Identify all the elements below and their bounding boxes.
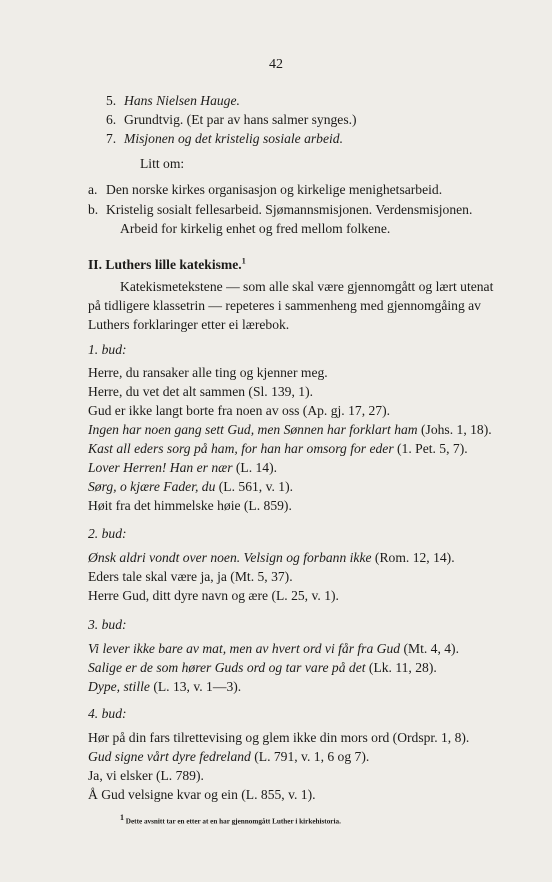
section-heading (88, 258, 246, 272)
list-item-5 (106, 94, 240, 108)
bud-2-line-3 (88, 589, 339, 603)
bud-1-line-2 (88, 385, 313, 399)
lettered-item-a (88, 183, 442, 197)
bud-1-line-1 (88, 366, 328, 380)
list-item-number: 7. (106, 131, 117, 146)
line-text-italic: Ønsk aldri vondt over noen. Velsign og forbann ikke (88, 550, 372, 565)
line-reference: (L. 791, v. 1, 6 og 7). (250, 749, 370, 764)
footnote (120, 813, 341, 826)
bud-4-line-3 (88, 769, 204, 783)
lettered-item-letter: b. (88, 202, 99, 217)
intro-line-2: på tidligere klassetrin — repeteres i sammenheng med gjennomgåing av (88, 298, 481, 313)
bud-2-line-2 (88, 570, 293, 584)
line-reference: (Johs. 1, 18). (417, 422, 492, 437)
line-text-italic: Sørg, o kjære Fader, du (88, 479, 216, 494)
line-text: Herre, du ransaker alle ting og kjenner meg. (88, 365, 328, 380)
footnote-text: Dette avsnitt tar en etter at en har gjennomgått Luther i kirkehistoria. (125, 817, 341, 826)
line-reference: (L. 13, v. 1—3). (149, 679, 242, 694)
line-text: Høit fra det himmelske høie (L. 859). (88, 498, 292, 513)
intro-line-3: Luthers forklaringer etter ei lærebok. (88, 317, 290, 332)
list-item-text: Grundtvig. (Et par av hans salmer synges.) (124, 112, 357, 127)
bud-2-title: 2. bud: (88, 526, 127, 541)
line-text-italic: Kast all eders sorg på ham, for han har omsorg for eder (88, 441, 394, 456)
line-text: Å Gud velsigne kvar og ein (L. 855, v. 1). (88, 787, 316, 802)
line-text-italic: Dype, stille (88, 679, 150, 694)
line-reference: (L. 14). (232, 460, 278, 475)
line-reference: (Mt. 4, 4). (400, 641, 459, 656)
bud-4-line-4 (88, 788, 316, 802)
bud-1-title: 1. bud: (88, 342, 127, 357)
bud-3-line-2 (88, 661, 437, 675)
line-text-italic: Gud signe vårt dyre fedreland (88, 749, 251, 764)
list-item-6 (106, 113, 357, 127)
footnote-marker: 1 (120, 813, 124, 822)
bud-4-line-1 (88, 731, 469, 745)
list-item-number: 5. (106, 93, 117, 108)
bud-3-title: 3. bud: (88, 617, 127, 632)
bud-1-line-7 (88, 480, 293, 494)
litt-om-label: Litt om: (140, 156, 185, 171)
list-item-7 (106, 132, 343, 146)
line-reference: (L. 561, v. 1). (215, 479, 294, 494)
line-reference: (Rom. 12, 14). (371, 550, 455, 565)
bud-1-line-6 (88, 461, 277, 475)
lettered-item-b (88, 203, 472, 217)
bud-3-line-3 (88, 680, 241, 694)
section-heading-text: II. Luthers lille katekisme. (88, 257, 242, 272)
lettered-item-text: Den norske kirkes organisasjon og kirkelige menighetsarbeid. (106, 182, 443, 197)
intro-line-1: Katekismetekstene — som alle skal være gjennomgått og lært utenat (120, 279, 494, 294)
bud-3-line-1 (88, 642, 459, 656)
list-item-text: Hans Nielsen Hauge. (124, 93, 240, 108)
bud-1-line-3 (88, 404, 390, 418)
lettered-item-b-continued: Arbeid for kirkelig enhet og fred mellom folkene. (120, 221, 391, 236)
line-text: Herre, du vet det alt sammen (Sl. 139, 1). (88, 384, 313, 399)
line-reference: (Lk. 11, 28). (365, 660, 437, 675)
bud-1-line-4 (88, 423, 492, 437)
footnote-reference: 1 (241, 256, 246, 266)
line-text: Herre Gud, ditt dyre navn og ære (L. 25, v. 1). (88, 588, 339, 603)
page-number: 42 (269, 57, 283, 72)
line-text: Ja, vi elsker (L. 789). (88, 768, 204, 783)
line-reference: (1. Pet. 5, 7). (393, 441, 468, 456)
line-text: Eders tale skal være ja, ja (Mt. 5, 37). (88, 569, 293, 584)
bud-4-title: 4. bud: (88, 706, 127, 721)
line-text-italic: Vi lever ikke bare av mat, men av hvert ord vi får fra Gud (88, 641, 401, 656)
list-item-number: 6. (106, 112, 117, 127)
lettered-item-text: Kristelig sosialt fellesarbeid. Sjømannsmisjonen. Verdensmisjonen. (106, 202, 473, 217)
lettered-item-letter: a. (88, 182, 98, 197)
line-text: Gud er ikke langt borte fra noen av oss (Ap. gj. 17, 27). (88, 403, 391, 418)
bud-1-line-8 (88, 499, 292, 513)
list-item-text: Misjonen og det kristelig sosiale arbeid. (124, 131, 343, 146)
line-text: Hør på din fars tilrettevising og glem ikke din mors ord (Ordspr. 1, 8). (88, 730, 470, 745)
bud-2-line-1 (88, 551, 455, 565)
bud-4-line-2 (88, 750, 369, 764)
line-text-italic: Lover Herren! Han er nær (88, 460, 233, 475)
line-text-italic: Ingen har noen gang sett Gud, men Sønnen har forklart ham (88, 422, 418, 437)
line-text-italic: Salige er de som hører Guds ord og tar vare på det (88, 660, 366, 675)
bud-1-line-5 (88, 442, 468, 456)
